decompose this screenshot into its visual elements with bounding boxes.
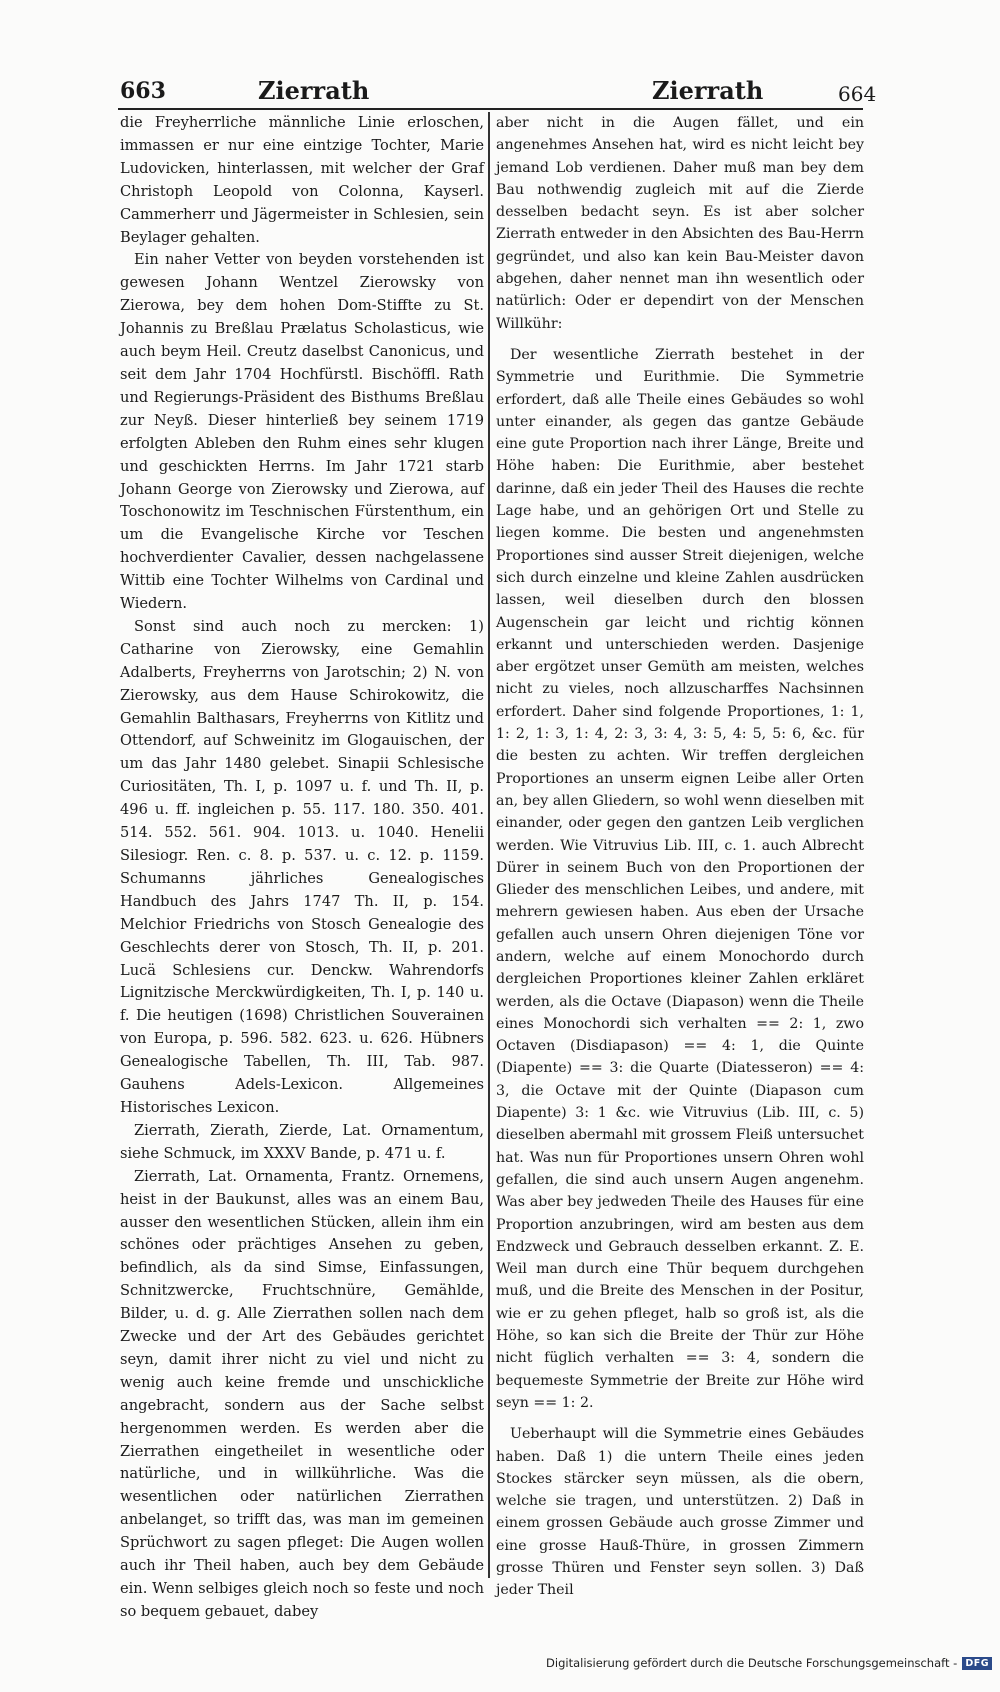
dfg-logo: DFG bbox=[962, 1657, 992, 1670]
paragraph: Sonst sind auch noch zu mercken: 1) Catharine von Zierowsky, eine Gemahlin Adalberts, Freyherrns von Jarotschin; 2) N. von Zierowsky, aus dem Hause Schirokowitz, die Gemahlin Balthasars, Freyherrns von Kitlitz und Ottendorf, auf Schweinitz im Glogauischen, der um das Jahr 1480 gelebet. Sinapii Schlesische Curiositäten, Th. I, p. 1097 u. f. und Th. II, p. 496 u. ff. ingleichen p. 55. 117. 180. 350. 401. 514. 552. 561. 904. 1013. u. 1040. Henelii Silesiogr. Ren. c. 8. p. 537. u. c. 12. p. 1159. Schumanns jährliches Genealogisches Handbuch des Jahrs 1747 Th. II, p. 154. Melchior Friedrichs von Stosch Genealogie des Geschlechts derer von Stosch, Th. II, p. 201. Lucä Schlesiens cur. Denckw. Wahrendorfs Lignitzische Merckwürdigkeiten, Th. I, p. 140 u. f. Die heutigen (1698) Christlichen Souverainen von Europa, p. 596. 582. 623. u. 626. Hübners Genealogische Tabellen, Th. III, Tab. 987. Gauhens Adels-Lexicon. Allgemeines Historisches Lexicon. bbox=[120, 617, 484, 1116]
right-column bbox=[496, 112, 864, 1602]
paragraph: Zierrath, Zierath, Zierde, Lat. Ornamentum, siehe Schmuck, im XXXV Bande, p. 471 u. f. bbox=[120, 1121, 484, 1162]
left-page-number: 663 bbox=[120, 78, 166, 104]
paragraph: Ueberhaupt will die Symmetrie eines Gebäudes haben. Daß 1) die untern Theile eines jeden Stockes stärcker seyn müssen, als die obern, welche sie tragen, und unterstützen. 2) Daß in einem grossen Gebäude auch grosse Zimmer und eine grosse Hauß-Thüre, in grossen Zimmern grosse Thüren und Fenster seyn sollen. 3) Daß jeder Theil bbox=[496, 1426, 864, 1599]
right-running-title: Zierrath bbox=[652, 76, 764, 105]
paragraph: die Freyherrliche männliche Linie erloschen, immassen er nur eine eintzige Tochter, Marie Ludovicken, hinterlassen, mit welcher der Graf Christoph Leopold von Colonna, Kayserl. Cammerherr und Jägermeister in Schlesien, sein Beylager gehalten. bbox=[120, 114, 484, 246]
header-rule bbox=[118, 108, 863, 110]
paragraph: Ein naher Vetter von beyden vorstehenden ist gewesen Johann Wentzel Zierowsky von Zierowa, bey dem hohen Dom-Stiffte zu St. Johannis zu Breßlau Prælatus Scholasticus, wie auch beym Heil. Creutz daselbst Canonicus, und seit dem Jahr 1704 Hochfürstl. Bischöffl. Rath und Regierungs-Präsident des Bisthums Breßlau zur Neyß. Dieser hinterließ bey seinem 1719 erfolgten Ableben den Ruhm eines sehr klugen und geschickten Herrns. Im Jahr 1721 starb Johann George von Zierowsky und Zierowa, auf Toschonowitz im Teschnischen Fürstenthum, ein um die Evangelische Kirche vor Teschen hochverdienter Cavalier, dessen nachgelassene Wittib eine Tochter Wilhelms von Cardinal und Wiedern. bbox=[120, 251, 484, 613]
left-running-title: Zierrath bbox=[258, 76, 370, 105]
column-divider bbox=[488, 112, 490, 1578]
digitization-footer bbox=[0, 1653, 992, 1673]
left-column bbox=[120, 112, 484, 1624]
paragraph: Zierrath, Lat. Ornamenta, Frantz. Ornemens, heist in der Baukunst, alles was an einem Bau, ausser den wesentlichen Stücken, allein ihm ein schönes oder prächtiges Ansehen zu geben, befindlich, als da sind Simse, Einfassungen, Schnitzwercke, Fruchtschnüre, Gemählde, Bilder, u. d. g. Alle Zierrathen sollen nach dem Zwecke und der Art des Gebäudes gerichtet seyn, damit ihrer nicht zu viel und nicht zu wenig auch keine fremde und unschickliche angebracht, sondern aus der Sache selbst hergenommen werden. Es werden aber die Zierrathen eingetheilet in wesentliche oder natürliche, und in willkührliche. Was die wesentlichen oder natürlichen Zierrathen anbelanget, so trifft das, was man im gemeinen Sprüchwort zu sagen pfleget: Die Augen wollen auch ihr Theil haben, auch bey dem Gebäude ein. Wenn selbiges gleich noch so feste und noch so bequem gebauet, dabey bbox=[120, 1167, 484, 1620]
paragraph: Der wesentliche Zierrath bestehet in der Symmetrie und Eurithmie. Die Symmetrie erfordert, daß alle Theile eines Gebäudes so wohl unter einander, als gegen das gantze Gebäude eine gute Proportion nach ihrer Länge, Breite und Höhe haben: Die Eurithmie, aber bestehet darinne, daß ein jeder Theil des Hauses die rechte Lage habe, und an gehörigen Ort und Stelle zu liegen komme. Die besten und angenehmsten Proportiones sind ausser Streit diejenigen, welche sich durch einzelne und kleine Zahlen ausdrücken lassen, weil dieselben durch den blossen Augenschein gar leicht und richtig können erkannt und unterschieden werden. Dasjenige aber ergötzet unser Gemüth am meisten, welches nicht zu vieles, noch allzuscharffes Nachsinnen erfordert. Daher sind folgende Proportiones, 1: 1, 1: 2, 1: 3, 1: 4, 2: 3, 3: 4, 3: 5, 4: 5, 5: 6, &c. für die besten zu achten. Wir treffen dergleichen Proportiones an unserm eignen Leibe aller Orten an, bey allen Gliedern, so wohl wenn dieselben mit einander, oder gegen den gantzen Leib verglichen werden. Wie Vitruvius Lib. III, c. 1. auch Albrecht Dürer in seinem Buch von den Proportionen der Glieder des menschlichen Leibes, und andere, mit mehrern gewiesen haben. Aus eben der Ursache gefallen auch unsern Ohren diejenigen Töne vor andern, welche auf einem Monochordo durch dergleichen Proportiones kleiner Zahlen erkläret werden, als die Octave (Diapason) wenn die Theile eines Monochordi sich verhalten == 2: 1, zwo Octaven (Disdiapason) == 4: 1, die Quinte (Diapente) == 3: die Quarte (Diatesseron) == 4: 3, die Octave mit der Quinte (Diapason cum Diapente) 3: 1 &c. wie Vitruvius (Lib. III, c. 5) dieselben abermahl mit grossem Fleiß untersuchet hat. Was nun für Proportiones unsern Ohren wohl gefallen, die sind auch unsern Augen angenehm. Was aber bey jedweden Theile des Hauses für eine Proportion anzubringen, wird am besten aus dem Endzweck und Gebrauch desselben erkannt. Z. E. Weil man durch eine Thür bequem durchgehen muß, und die Breite des Menschen in der Positur, wie er zu gehen pfleget, halb so groß ist, als die Höhe, so kan sich die Breite der Thür zur Höhe nicht füglich verhalten == 3: 4, sondern die bequemeste Symmetrie der Breite zur Höhe wird seyn == 1: 2. bbox=[496, 346, 864, 1411]
footer-credit: Digitalisierung gefördert durch die Deutsche Forschungsgemeinschaft - bbox=[546, 1656, 958, 1670]
paragraph: aber nicht in die Augen fället, und ein angenehmes Ansehen hat, wird es nicht leicht bey jemand Lob verdienen. Daher muß man bey dem Bau nothwendig zugleich mit auf die Zierde desselben bedacht seyn. Es ist aber solcher Zierrath entweder in den Absichten des Bau-Herrn gegründet, und also kan kein Bau-Meister davon abgehen, daher nennet man ihn wesentlich oder natürlich: Oder er dependirt von der Menschen Willkühr: bbox=[496, 115, 864, 332]
right-page-number: 664 bbox=[838, 82, 877, 106]
